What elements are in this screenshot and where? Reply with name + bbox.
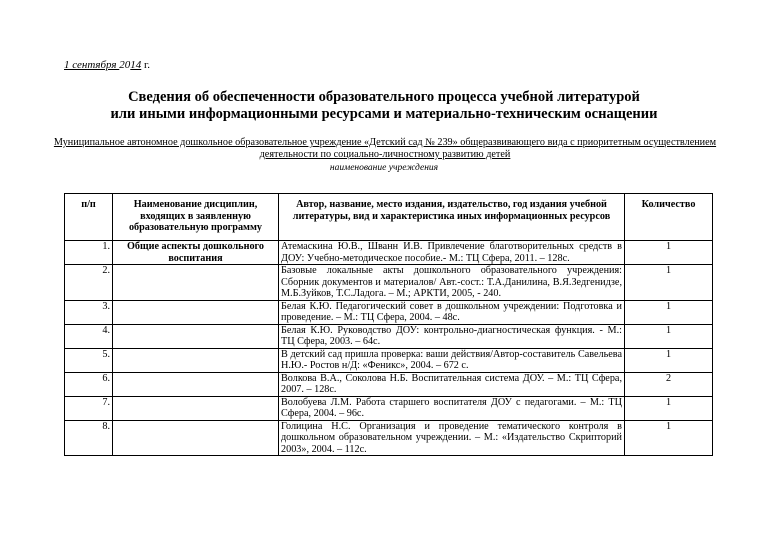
date-year-suffix: 14: [130, 59, 142, 71]
discipline-cell-empty: [113, 396, 279, 420]
title-line-1: Сведения об обеспеченности образовательного процесса учебной литературой: [128, 89, 640, 105]
row-num: 2.: [65, 265, 113, 301]
row-desc: Голицина Н.С. Организация и проведение тематического контроля в дошкольном образовательном учреждении. – М.: «Издательство Скрипторий 2003», 2004. – 112с.: [279, 420, 625, 456]
row-num: 4.: [65, 324, 113, 348]
discipline-cell: Общие аспекты дошкольного воспитания: [113, 241, 279, 265]
discipline-cell-empty: [113, 300, 279, 324]
discipline-cell-empty: [113, 324, 279, 348]
discipline-cell-empty: [113, 420, 279, 456]
table-row: [65, 372, 713, 396]
row-qty: 2: [625, 372, 713, 396]
document-date: [64, 59, 150, 71]
date-year-prefix: 20: [119, 59, 131, 71]
row-desc: Волобуева Л.М. Работа старшего воспитателя ДОУ с педагогами. – М.: ТЦ Сфера, 2004. – 96с.: [279, 396, 625, 420]
organization-caption: наименование учреждения: [329, 163, 439, 173]
discipline-cell-empty: [113, 372, 279, 396]
row-desc: В детский сад пришла проверка: ваши действия/Автор-составитель Савельева Н.Ю.- Ростов н/Д: «Феникс», 2004. – 672 с.: [279, 348, 625, 372]
table-row: [65, 348, 713, 372]
row-num: 5.: [65, 348, 113, 372]
row-qty: 1: [625, 241, 713, 265]
row-desc: Волкова В.А., Соколова Н.Б. Воспитательная система ДОУ. – М.: ТЦ Сфера, 2007. – 128с.: [279, 372, 625, 396]
organization-name: Муниципальное автономное дошкольное образовательное учреждение «Детский сад № 239» общеразвивающего вида с приоритетным осуществлением деятельности по социально-личностному развитию детей: [53, 137, 717, 160]
row-desc: Атемаскина Ю.В., Шванн И.В. Привлечение благотворительных средств в ДОУ: Учебно-методическое пособие.- М.: ТЦ Сфера, 2011. – 128с.: [279, 241, 625, 265]
table-row: [65, 396, 713, 420]
row-num: 6.: [65, 372, 113, 396]
row-qty: 1: [625, 324, 713, 348]
table-row: [65, 420, 713, 456]
row-qty: 1: [625, 300, 713, 324]
discipline-cell-empty: [113, 348, 279, 372]
discipline-cell-empty: [113, 265, 279, 301]
header-num: п/п: [65, 194, 113, 241]
table-row: [65, 265, 713, 301]
row-desc: Белая К.Ю. Педагогический совет в дошкольном учреждении: Подготовка и проведение. – М.: ТЦ Сфера, 2004. – 48с.: [279, 300, 625, 324]
header-resource: Автор, название, место издания, издательство, год издания учебной литературы, вид и характеристика иных информационных ресурсов: [279, 194, 625, 241]
row-desc: Базовые локальные акты дошкольного образовательного учреждения: Сборник документов и материалов/ Авт.-сост.: Т.А.Данилина, В.Я.Зедгенидзе, М.Б.Зуйков, Т.С.Ладога. – М.; АРКТИ, 2005, - 240.: [279, 265, 625, 301]
row-qty: 1: [625, 420, 713, 456]
row-desc: Белая К.Ю. Руководство ДОУ: контрольно-диагностическая функция. - М.: ТЦ Сфера, 2003. – 64с.: [279, 324, 625, 348]
table-header-row: [65, 194, 713, 241]
resources-table: [64, 193, 713, 456]
date-day: 1 сентября: [64, 59, 120, 71]
row-num: 1.: [65, 241, 113, 265]
title-line-2: или иными информационными ресурсами и материально-техническим оснащении: [110, 106, 658, 122]
row-qty: 1: [625, 396, 713, 420]
table-row: [65, 300, 713, 324]
date-tail: г.: [141, 59, 151, 71]
table-row: [65, 241, 713, 265]
document-title: [0, 89, 768, 123]
row-qty: 1: [625, 348, 713, 372]
header-quantity: Количество: [625, 194, 713, 241]
row-num: 3.: [65, 300, 113, 324]
header-discipline: Наименование дисциплин, входящих в заявленную образовательную программу: [113, 194, 279, 241]
row-qty: 1: [625, 265, 713, 301]
table-row: [65, 324, 713, 348]
row-num: 8.: [65, 420, 113, 456]
row-num: 7.: [65, 396, 113, 420]
